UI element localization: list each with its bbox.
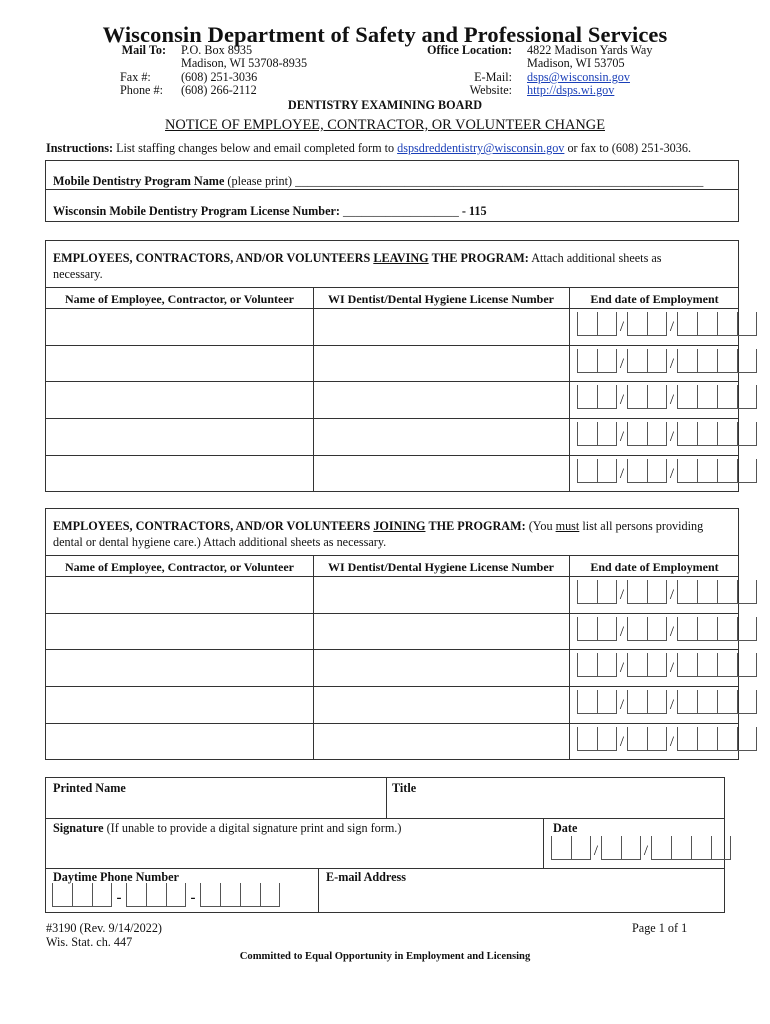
fax-value: (608) 251-3036 <box>181 70 258 84</box>
column-divider <box>569 287 570 491</box>
program-box <box>45 160 739 222</box>
leaving-col-date: End date of Employment <box>590 292 719 306</box>
leaving-end-date-field[interactable]: / / <box>577 385 757 409</box>
instructions-label: Instructions: <box>46 141 114 155</box>
column-divider <box>569 555 570 759</box>
leaving-license-field[interactable] <box>313 418 568 454</box>
instructions-text: List staffing changes below and email completed form to <box>116 141 395 155</box>
phone-label: Daytime Phone Number <box>53 870 179 884</box>
joining-end-date-field[interactable]: / / <box>577 617 757 641</box>
joining-heading-a: EMPLOYEES, CONTRACTORS, AND/OR VOLUNTEERS <box>53 519 371 533</box>
joining-heading-line2: dental or dental hygiene care.) Attach additional sheets as necessary. <box>53 535 387 549</box>
leaving-col-name: Name of Employee, Contractor, or Volunteer <box>65 292 294 306</box>
leaving-col-license: WI Dentist/Dental Hygiene License Number <box>328 292 554 306</box>
program-name-row[interactable] <box>53 174 703 189</box>
program-name-label: Mobile Dentistry Program Name <box>53 174 225 188</box>
leaving-heading-a: EMPLOYEES, CONTRACTORS, AND/OR VOLUNTEERS <box>53 251 371 265</box>
notice-title <box>0 117 770 134</box>
office-label: Office Location: <box>427 43 512 57</box>
page-title: Wisconsin Department of Safety and Professional Services <box>102 22 668 47</box>
email-address-field[interactable] <box>318 884 726 914</box>
joining-col-date: End date of Employment <box>590 560 719 574</box>
leaving-license-field[interactable] <box>313 308 568 344</box>
joining-name-field[interactable] <box>46 649 312 685</box>
leaving-heading-u: LEAVING <box>373 251 429 265</box>
joining-license-field[interactable] <box>313 723 568 760</box>
board-name: DENTISTRY EXAMINING BOARD <box>287 98 483 112</box>
phone-value: (608) 266-2112 <box>181 83 257 97</box>
leaving-end-date-field[interactable]: / / <box>577 459 757 483</box>
signature-row <box>53 821 401 836</box>
license-field[interactable]: ___________________ <box>343 204 459 218</box>
phone-label: Phone #: <box>120 83 163 97</box>
email-link[interactable]: dsps@wisconsin.gov <box>527 70 630 84</box>
joining-col-license: WI Dentist/Dental Hygiene License Number <box>328 560 554 574</box>
signature-field[interactable] <box>46 836 543 868</box>
joining-end-date-field[interactable]: / / <box>577 690 757 714</box>
joining-end-date-field[interactable]: / / <box>577 727 757 751</box>
license-row[interactable] <box>53 204 487 219</box>
joining-heading-b: THE PROGRAM: <box>428 519 526 533</box>
form-number: #3190 (Rev. 9/14/2022) <box>46 921 162 935</box>
leaving-heading-line2: necessary. <box>53 267 103 281</box>
printed-name-field[interactable] <box>46 778 386 818</box>
leaving-license-field[interactable] <box>313 345 568 380</box>
joining-heading-u: JOINING <box>373 519 426 533</box>
leaving-license-field[interactable] <box>313 381 568 417</box>
fax-label: Fax #: <box>120 70 151 84</box>
email-address-label: E-mail Address <box>326 870 407 884</box>
leaving-end-date-field[interactable]: / / <box>577 422 757 446</box>
joining-end-date-field[interactable]: / / <box>577 580 757 604</box>
column-divider <box>543 818 544 868</box>
leaving-name-field[interactable] <box>46 381 312 417</box>
license-suffix: - 115 <box>461 204 487 218</box>
leaving-license-field[interactable] <box>313 455 568 492</box>
joining-license-field[interactable] <box>313 613 568 648</box>
leaving-name-field[interactable] <box>46 345 312 380</box>
leaving-end-date-field[interactable]: / / <box>577 312 757 336</box>
mail-line1: P.O. Box 8935 <box>181 43 253 57</box>
joining-heading <box>53 518 737 550</box>
joining-end-date-field[interactable]: / / <box>577 653 757 677</box>
joining-heading-must: must <box>555 519 580 533</box>
program-name-field[interactable]: ___________________________________________________________________ <box>295 174 704 188</box>
license-label: Wisconsin Mobile Dentistry Program License Number: <box>53 204 340 218</box>
joining-heading-rest1: (You <box>528 519 553 533</box>
signature-label: Signature <box>53 821 104 835</box>
joining-heading-rest2: list all persons providing <box>582 519 704 533</box>
program-name-hint: (please print) <box>227 174 293 188</box>
office-line2: Madison, WI 53705 <box>527 56 625 70</box>
leaving-name-field[interactable] <box>46 308 312 344</box>
printed-name-label: Printed Name <box>53 781 126 795</box>
joining-license-field[interactable] <box>313 686 568 722</box>
joining-name-field[interactable] <box>46 576 312 612</box>
divider <box>46 189 738 190</box>
website-label: Website: <box>469 83 512 97</box>
page-number: Page 1 of 1 <box>632 921 688 935</box>
office-line1: 4822 Madison Yards Way <box>527 43 653 57</box>
instructions <box>46 141 691 156</box>
date-label: Date <box>553 821 578 835</box>
joining-name-field[interactable] <box>46 686 312 722</box>
leaving-heading-b: THE PROGRAM: <box>431 251 529 265</box>
leaving-heading-rest: Attach additional sheets as <box>531 251 662 265</box>
equal-opportunity-note: Committed to Equal Opportunity in Employment and Licensing <box>239 951 531 962</box>
instructions-email-link[interactable]: dspsdreddentistry@wisconsin.gov <box>397 141 565 155</box>
daytime-phone-field[interactable]: - - <box>52 883 280 907</box>
leaving-name-field[interactable] <box>46 455 312 492</box>
divider <box>46 868 724 869</box>
signature-date-field[interactable]: / / <box>551 836 731 860</box>
divider <box>46 555 738 556</box>
mail-to-label: Mail To: <box>121 43 166 57</box>
joining-license-field[interactable] <box>313 649 568 685</box>
email-label: E-Mail: <box>474 70 512 84</box>
title-label: Title <box>392 781 417 795</box>
title-field[interactable] <box>386 778 726 818</box>
notice-text: NOTICE OF EMPLOYEE, CONTRACTOR, OR VOLUNTEER CHANGE <box>165 117 605 133</box>
divider <box>46 287 738 288</box>
leaving-name-field[interactable] <box>46 418 312 454</box>
joining-name-field[interactable] <box>46 613 312 648</box>
instructions-fax: or fax to (608) 251-3036. <box>567 141 691 155</box>
mail-line2: Madison, WI 53708-8935 <box>181 56 308 70</box>
leaving-heading <box>53 250 723 282</box>
joining-col-name: Name of Employee, Contractor, or Volunteer <box>65 560 294 574</box>
divider <box>46 818 724 819</box>
joining-license-field[interactable] <box>313 576 568 612</box>
signature-hint: (If unable to provide a digital signature print and sign form.) <box>106 821 402 835</box>
statute: Wis. Stat. ch. 447 <box>46 935 133 949</box>
website-link[interactable]: http://dsps.wi.gov <box>527 83 615 97</box>
leaving-end-date-field[interactable]: / / <box>577 349 757 373</box>
joining-name-field[interactable] <box>46 723 312 760</box>
